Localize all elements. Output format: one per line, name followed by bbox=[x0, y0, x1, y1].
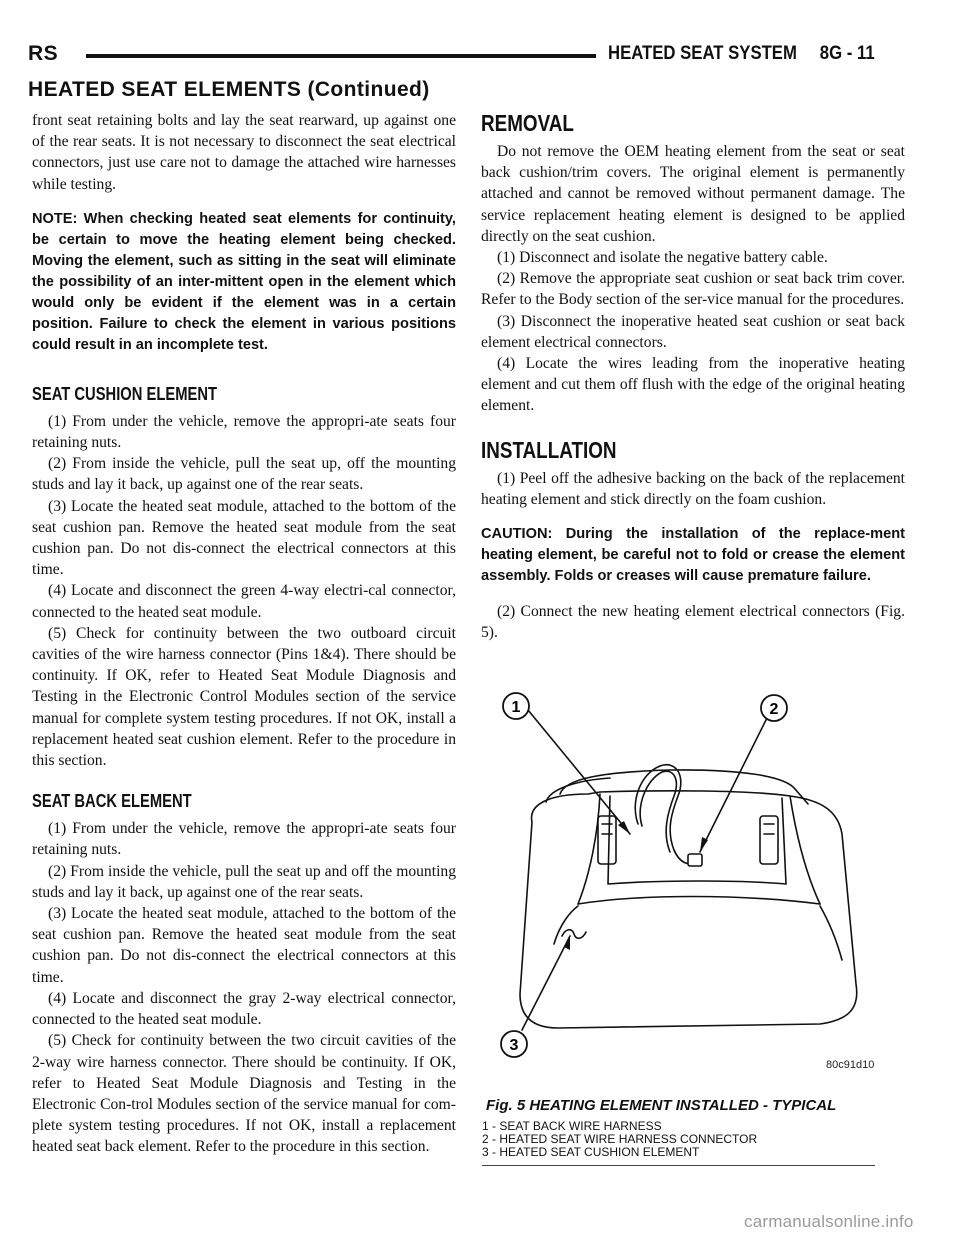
removal-intro: Do not remove the OEM heating element from the seat or seat back cushion/trim covers. The original element is permanently attached and cannot be removed without permanent damage. The service replacement heating element is designed to be applied directly on the seat cushion. bbox=[481, 143, 905, 245]
intro-paragraph: front seat retaining bolts and lay the seat rearward, up against one of the rear seats. It is not necessary to disconnect the seat electrical connectors, just use care not to damage the attached wire harnesses while testing. bbox=[32, 112, 456, 193]
seat-back-outline bbox=[560, 770, 808, 804]
header-section-title: HEATED SEAT SYSTEM bbox=[608, 43, 797, 64]
heated-cushion-element bbox=[562, 930, 586, 939]
callout-1 bbox=[503, 693, 529, 719]
removal-step: (3) Disconnect the inoperative heated seat cushion or seat back element electrical connectors. bbox=[481, 312, 905, 351]
watermark: carmanualsonline.info bbox=[744, 1212, 914, 1231]
header-model-code: RS bbox=[28, 42, 59, 65]
back-step: (4) Locate and disconnect the gray 2-way electrical connector, connected to the heated seat module. bbox=[32, 989, 456, 1029]
cushion-step: (2) From inside the vehicle, pull the seat up, off the mounting studs and lay it back, up against one of the rear seats. bbox=[32, 455, 456, 494]
removal-body bbox=[481, 141, 905, 417]
figure-code: 80c91d10 bbox=[826, 1059, 875, 1071]
svg-text:2: 2 bbox=[769, 701, 779, 718]
cushion-step: (5) Check for continuity between the two outboard circuit cavities of the wire harness connector (Pins 1&4). There should be continuity. If OK, refer to Heated Seat Module Diagnosis and Testing in the Electronic Control Modules section of the service manual for complete system testing procedures. If not OK, install a replacement heated seat cushion element. Refer to the procedure in this section. bbox=[32, 624, 456, 770]
caution-paragraph: CAUTION: During the installation of the replace-ment heating element, be careful not to fold or crease the element assembly. Folds or creases will cause premature failure. bbox=[481, 526, 905, 585]
note-paragraph: NOTE: When checking heated seat elements for continuity, be certain to move the heating element being checked. Moving the element, such as sitting in the seat will eliminate the possibility of an inter-mittent open in the element which would only be evident if the element was in a certain position. Failure to check the element in various positions could result in an incomplete test. bbox=[32, 210, 456, 353]
back-step: (1) From under the vehicle, remove the appropri-ate seats four retaining nuts. bbox=[32, 820, 456, 859]
right-column bbox=[481, 110, 905, 643]
seat-back-heading: SEAT BACK ELEMENT bbox=[32, 791, 192, 812]
figure-title: Fig. 5 HEATING ELEMENT INSTALLED - TYPICAL bbox=[486, 1097, 837, 1114]
legend-item: 2 - HEATED SEAT WIRE HARNESS CONNECTOR bbox=[482, 1132, 758, 1146]
installation-step: (1) Peel off the adhesive backing on the back of the replacement heating element and stick directly on the foam cushion. bbox=[481, 469, 905, 508]
seat-cushion-steps bbox=[32, 411, 456, 771]
header-section bbox=[608, 43, 875, 65]
back-step: (2) From inside the vehicle, pull the seat up and off the mounting studs and lay it back, up against one of the rear seats. bbox=[32, 862, 456, 901]
seat-cushion-outline bbox=[520, 791, 857, 1028]
seat-back-wire-harness bbox=[635, 765, 696, 864]
figure-legend bbox=[482, 1120, 757, 1159]
installation-body bbox=[481, 468, 905, 644]
installation-step: (2) Connect the new heating element electrical connectors (Fig. 5). bbox=[481, 603, 905, 642]
cushion-step: (1) From under the vehicle, remove the appropri-ate seats four retaining nuts. bbox=[32, 412, 456, 452]
cushion-step: (3) Locate the heated seat module, attached to the bottom of the seat cushion pan. Remove the heated seat module from the seat cushion pan. Do not dis-connect the electrical connectors at this time. bbox=[32, 497, 456, 579]
continued-heading: HEATED SEAT ELEMENTS (Continued) bbox=[28, 78, 430, 101]
installation-heading: INSTALLATION bbox=[481, 436, 617, 463]
svg-text:1: 1 bbox=[511, 699, 521, 716]
legend-item: 3 - HEATED SEAT CUSHION ELEMENT bbox=[482, 1145, 700, 1159]
seat-back-steps bbox=[32, 818, 456, 1157]
cushion-step: (4) Locate and disconnect the green 4-way electri-cal connector, connected to the heated seat module. bbox=[32, 582, 456, 621]
back-step: (3) Locate the heated seat module, attached to the bottom of the seat cushion pan. Remove the heated seat module from the seat cushion pan. Do not dis-connect the electrical connectors at this time. bbox=[32, 905, 456, 986]
header-rule bbox=[86, 54, 596, 58]
removal-step: (4) Locate the wires leading from the inoperative heating element and cut them off flush with the edge of the original heating element. bbox=[481, 355, 905, 415]
removal-heading: REMOVAL bbox=[481, 110, 574, 136]
callout-2 bbox=[761, 695, 787, 721]
left-column bbox=[32, 110, 456, 1158]
figure-rule bbox=[482, 1165, 875, 1166]
legend-item: 1 - SEAT BACK WIRE HARNESS bbox=[482, 1119, 662, 1133]
callout-3 bbox=[501, 1031, 527, 1057]
svg-text:3: 3 bbox=[509, 1037, 519, 1054]
removal-step: (2) Remove the appropriate seat cushion or seat back trim cover. Refer to the Body section of the ser-vice manual for the procedures. bbox=[481, 270, 905, 309]
removal-step: (1) Disconnect and isolate the negative battery cable. bbox=[497, 249, 828, 267]
header-page-number: 8G - 11 bbox=[819, 43, 875, 64]
heating-element-figure bbox=[490, 684, 880, 1084]
seat-cushion-heading: SEAT CUSHION ELEMENT bbox=[32, 383, 218, 404]
heated-seat-connector bbox=[688, 854, 702, 866]
back-step: (5) Check for continuity between the two circuit cavities of the 2-way wire harness connector. There should be continuity. If OK, refer to Heated Seat Module Diagnosis and Testing in the Electronic Con-trol Modules section of the service manual for com-plete system testing procedures. If not OK, install a replacement heated seat back element. Refer to the procedure in this section. bbox=[32, 1032, 456, 1156]
